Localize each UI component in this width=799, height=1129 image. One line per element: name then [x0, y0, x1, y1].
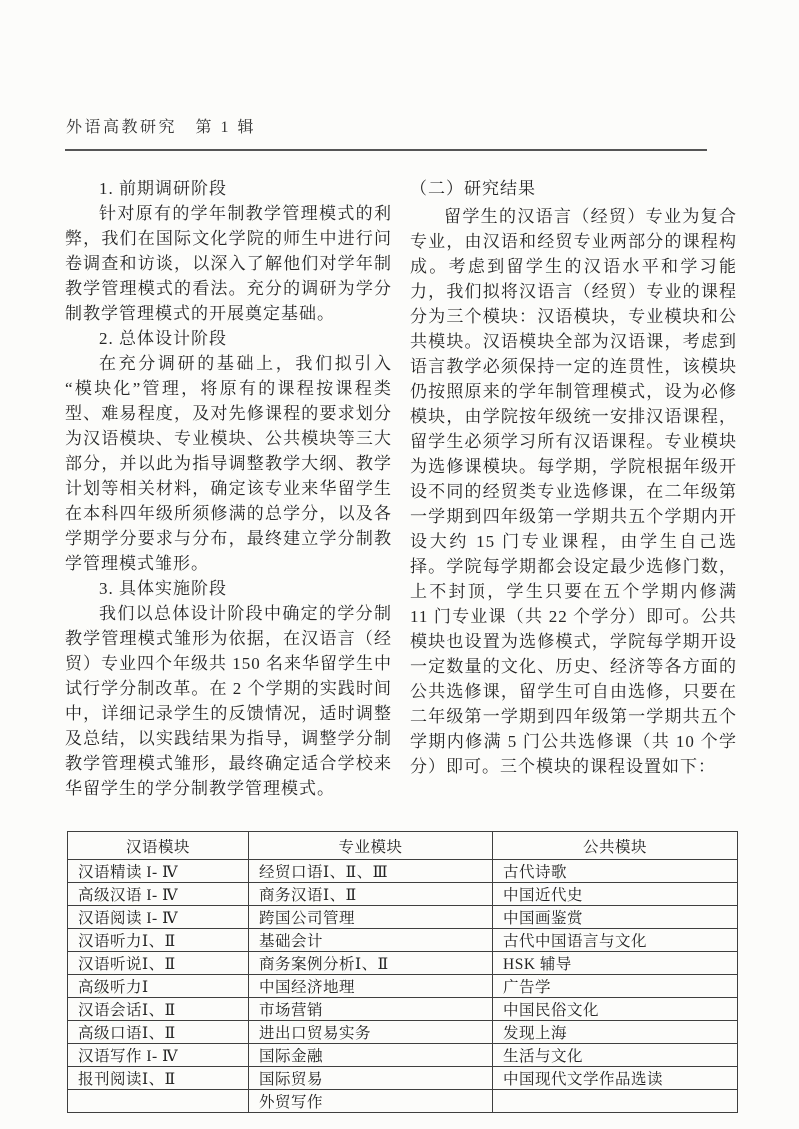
- table-cell: 中国经济地理: [249, 975, 493, 998]
- table-cell: 广告学: [493, 975, 738, 998]
- course-modules-table: [67, 831, 738, 1113]
- table-row: [68, 860, 738, 883]
- two-column-text-area: [65, 176, 737, 801]
- table-cell: 商务汉语Ⅰ、Ⅱ: [249, 883, 493, 906]
- table-cell: 汉语写作 I- Ⅳ: [68, 1044, 249, 1067]
- table-cell: 高级汉语 I- Ⅳ: [68, 883, 249, 906]
- table-cell: 汉语会话Ⅰ、Ⅱ: [68, 998, 249, 1021]
- table-cell: 国际金融: [249, 1044, 493, 1067]
- table-row: [68, 883, 738, 906]
- table-cell: 中国画鉴赏: [493, 906, 738, 929]
- section-heading-2: 2. 总体设计阶段: [99, 329, 227, 348]
- table-cell: [493, 1090, 738, 1113]
- section-paragraph-3: 我们以总体设计阶段中确定的学分制教学管理模式雏形为依据，在汉语言（经贸）专业四个年级共 150 名来华留学生中试行学分制改革。在 2 个学期的实践时间中，详细记录学生的反馈情况，适时调整及总结，以实践结果为指导，调整学分制教学管理模式雏形，最终确定适合学校来华留学生的学分制教学管理模式。: [65, 604, 392, 798]
- table-cell: 古代诗歌: [493, 860, 738, 883]
- table-row: [68, 1090, 738, 1113]
- table-cell: 经贸口语Ⅰ、Ⅱ、Ⅲ: [249, 860, 493, 883]
- column-header-chinese-module: 汉语模块: [68, 832, 249, 860]
- table-row: [68, 929, 738, 952]
- section-heading-1: 1. 前期调研阶段: [99, 179, 227, 198]
- table-row: [68, 906, 738, 929]
- table-cell: 跨国公司管理: [249, 906, 493, 929]
- table-row: [68, 1044, 738, 1067]
- table-cell: 高级口语Ⅰ、Ⅱ: [68, 1021, 249, 1044]
- header-rule: [65, 149, 707, 151]
- table-header-row: [68, 832, 738, 860]
- table-cell: 报刊阅读Ⅰ、Ⅱ: [68, 1067, 249, 1090]
- results-paragraph: 留学生的汉语言（经贸）专业为复合专业，由汉语和经贸专业两部分的课程构成。考虑到留学生的汉语水平和学习能力，我们拟将汉语言（经贸）专业的课程分为三个模块：汉语模块，专业模块和公共模块。汉语模块全部为汉语课，考虑到语言教学必须保持一定的连贯性，该模块仍按照原来的学年制管理模式，设为必修模块，由学院按年级统一安排汉语课程，留学生必须学习所有汉语课程。专业模块为选修课模块。每学期，学院根据年级开设不同的经贸类专业选修课，在二年级第一学期到四年级第一学期共五个学期内开设大约 15 门专业课程，由学生自己选择。学院每学期都会设定最少选修门数，上不封顶，学生只要在五个学期内修满 11 门专业课（共 22 个学分）即可。公共模块也设置为选修模式，学院每学期开设一定数量的文化、历史、经济等各方面的公共选修课，留学生可自由选修，只要在二年级第一学期到四年级第一学期共五个学期内修满 5 门公共选修课（共 10 个学分）即可。三个模块的课程设置如下：: [410, 207, 737, 776]
- table-cell: 外贸写作: [249, 1090, 493, 1113]
- table-cell: 古代中国语言与文化: [493, 929, 738, 952]
- table-cell: 汉语听力Ⅰ、Ⅱ: [68, 929, 249, 952]
- left-column: [65, 176, 392, 801]
- table-cell: 进出口贸易实务: [249, 1021, 493, 1044]
- running-header: 外语高教研究 第 1 辑: [66, 119, 257, 136]
- right-column: [410, 176, 737, 801]
- section-paragraph-1: 针对原有的学年制教学管理模式的利弊，我们在国际文化学院的师生中进行问卷调查和访谈，以深入了解他们对学年制教学管理模式的看法。充分的调研为学分制教学管理模式的开展奠定基础。: [65, 204, 392, 323]
- table-cell: 商务案例分析Ⅰ、Ⅱ: [249, 952, 493, 975]
- table-cell: 市场营销: [249, 998, 493, 1021]
- subsection-heading-results: （二）研究结果: [410, 179, 536, 198]
- table-row: [68, 975, 738, 998]
- table-row: [68, 952, 738, 975]
- column-header-public-module: 公共模块: [493, 832, 738, 860]
- table-cell: 发现上海: [493, 1021, 738, 1044]
- table-cell: 高级听力Ⅰ: [68, 975, 249, 998]
- table-cell: 国际贸易: [249, 1067, 493, 1090]
- table-cell: [68, 1090, 249, 1113]
- table-row: [68, 1021, 738, 1044]
- table-row: [68, 1067, 738, 1090]
- column-header-major-module: 专业模块: [249, 832, 493, 860]
- table-cell: HSK 辅导: [493, 952, 738, 975]
- table-cell: 汉语精读 I- Ⅳ: [68, 860, 249, 883]
- table-cell: 生活与文化: [493, 1044, 738, 1067]
- table-cell: 汉语阅读 I- Ⅳ: [68, 906, 249, 929]
- table-row: [68, 998, 738, 1021]
- section-heading-3: 3. 具体实施阶段: [99, 579, 227, 598]
- table-cell: 中国现代文学作品选读: [493, 1067, 738, 1090]
- table-cell: 中国民俗文化: [493, 998, 738, 1021]
- table-cell: 基础会计: [249, 929, 493, 952]
- table-cell: 中国近代史: [493, 883, 738, 906]
- section-paragraph-2: 在充分调研的基础上，我们拟引入“模块化”管理，将原有的课程按课程类型、难易程度，及对先修课程的要求划分为汉语模块、专业模块、公共模块等三大部分，并以此为指导调整教学大纲、教学计划等相关材料，确定该专业来华留学生在本科四年级所须修满的总学分，以及各学期学分要求与分布，最终建立学分制教学管理模式雏形。: [65, 354, 392, 573]
- table-cell: 汉语听说Ⅰ、Ⅱ: [68, 952, 249, 975]
